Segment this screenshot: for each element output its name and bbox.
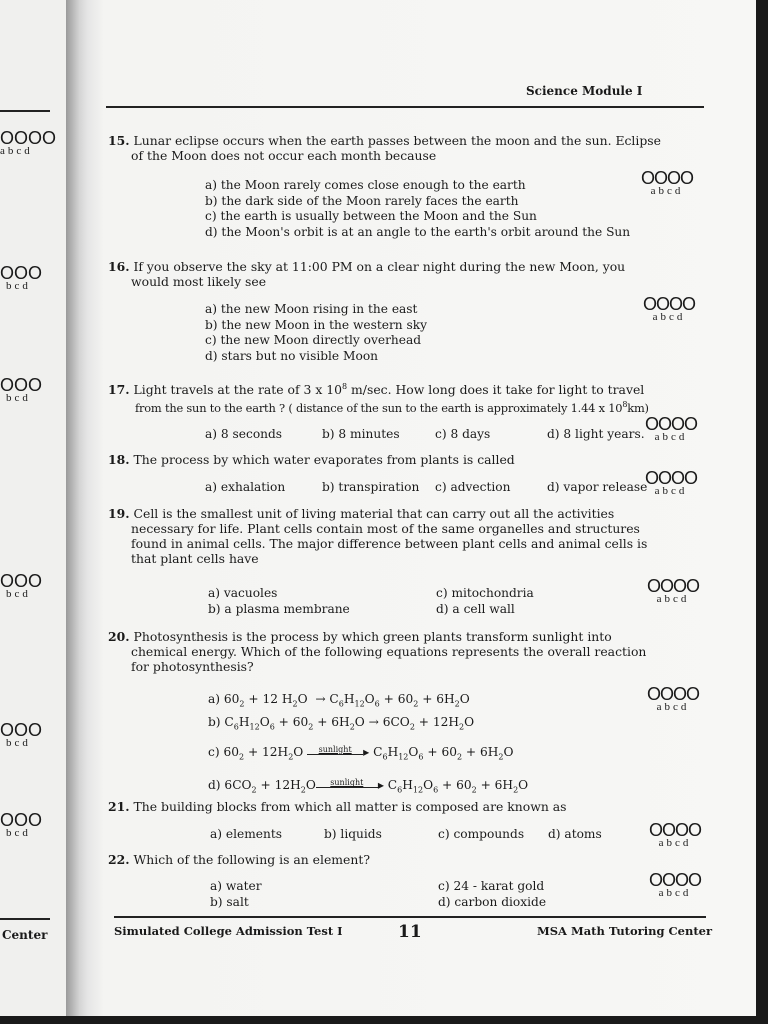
option-label: d) xyxy=(208,778,221,793)
side-bubble-1 xyxy=(0,130,56,157)
option-b[interactable]: b) the new Moon in the western sky xyxy=(205,317,428,332)
bubble-circles[interactable]: OOOO xyxy=(643,294,696,314)
question-number: 16. xyxy=(108,259,130,274)
side-bubble-letters: bcd xyxy=(6,280,31,292)
option-c[interactable]: c) mitochondria xyxy=(436,586,534,600)
bubble-letters: abcd xyxy=(656,593,690,605)
bubble-circles[interactable]: OOOO xyxy=(649,870,702,890)
bubble-circles[interactable]: OOOO xyxy=(641,168,694,188)
question-text: Photosynthesis is the process by which green plants transform sunlight into chemical energy. Which of the following equations represents the overall reaction for photosynthesis? xyxy=(131,629,647,674)
question-text: Lunar eclipse occurs when the earth passes between the moon and the sun. Eclipse of the Moon does not occur each month because xyxy=(131,133,661,163)
arrow-label: sunlight xyxy=(330,778,364,788)
side-footer: Center xyxy=(2,928,48,942)
option-b[interactable]: b) the dark side of the Moon rarely faces the earth xyxy=(205,193,519,208)
option-c[interactable]: c) the earth is usually between the Moon and the Sun xyxy=(205,209,537,223)
question-stem xyxy=(108,133,661,163)
question-number: 18. xyxy=(108,452,130,467)
option-label: b) xyxy=(208,715,221,730)
side-bubble-circles: OOOO xyxy=(0,128,57,148)
book-spine xyxy=(66,0,80,1024)
option-b[interactable]: b) 8 minutes xyxy=(322,427,400,441)
option-b[interactable]: b) $C_6H_{12}O_6 + 60_2 + 6H_2O \to 6CO_2 + 12H_2O$ xyxy=(208,715,475,732)
question-22 xyxy=(108,852,661,867)
question-text: The process by which water evaporates from plants is called xyxy=(133,452,515,467)
question-stem xyxy=(108,379,661,397)
side-rule-top xyxy=(0,110,50,112)
option-d[interactable]: d) 8 light years. xyxy=(547,427,645,441)
option-a[interactable]: a) 8 seconds xyxy=(205,427,283,441)
side-bubble-3 xyxy=(0,377,42,404)
question-21 xyxy=(108,799,661,814)
option-a[interactable]: a) exhalation xyxy=(205,480,286,494)
page-number: 11 xyxy=(398,922,422,942)
question-stem-line-2 xyxy=(108,397,661,416)
question-22-options xyxy=(210,879,610,911)
question-stem xyxy=(108,259,661,289)
side-bubble-circles: OOO xyxy=(0,263,43,283)
module-title: Science Module I xyxy=(526,84,643,98)
arrow-label: sunlight xyxy=(318,744,352,754)
exponent: 8 xyxy=(342,382,348,391)
bottom-edge xyxy=(0,1016,768,1024)
side-bubble-circles: OOO xyxy=(0,810,43,830)
option-a[interactable]: a) the Moon rarely comes close enough to the earth xyxy=(205,178,526,192)
side-bubble-circles: OOO xyxy=(0,571,43,591)
question-text: m/sec. How long does it take for light to travel xyxy=(347,382,645,398)
option-a[interactable]: a) elements xyxy=(210,827,282,841)
option-d[interactable]: d) atoms xyxy=(548,827,602,841)
question-stem xyxy=(108,629,651,674)
question-15-options xyxy=(205,178,630,240)
option-d[interactable]: d) the Moon's orbit is at an angle to the earth's orbit around the Sun xyxy=(205,224,631,239)
question-number: 15. xyxy=(108,133,130,148)
option-b[interactable]: b) transpiration xyxy=(322,480,420,494)
question-number: 22. xyxy=(108,852,130,867)
option-c[interactable]: c) 24 - karat gold xyxy=(438,879,545,893)
question-number: 20. xyxy=(108,629,130,644)
side-bubble-5 xyxy=(0,722,42,749)
bubble-circles[interactable]: OOOO xyxy=(645,468,698,488)
question-19-options xyxy=(208,586,608,618)
exponent: 8 xyxy=(622,400,628,410)
side-bubble-4 xyxy=(0,573,42,600)
bubble-circles[interactable]: OOOO xyxy=(649,820,702,840)
side-bubble-letters: bcd xyxy=(6,392,31,404)
side-bubble-circles: OOO xyxy=(0,375,43,395)
right-edge xyxy=(756,0,768,1024)
footer-rule xyxy=(114,916,706,918)
option-c[interactable]: c) the new Moon directly overhead xyxy=(205,333,422,347)
option-b[interactable]: b) liquids xyxy=(324,827,382,841)
option-a[interactable]: a) the new Moon rising in the east xyxy=(205,302,418,316)
option-c[interactable]: c) $60_2 + 12H_2O$ sunlight ▸ $C_6H_{12}O_6 + 60_2 + 6H_2O$ xyxy=(208,744,514,762)
answer-bubbles-21[interactable] xyxy=(649,822,701,849)
question-text: Which of the following is an element? xyxy=(133,852,370,867)
option-c[interactable]: c) 8 days xyxy=(435,427,491,441)
bubble-letters: abcd xyxy=(658,887,692,899)
question-20-options xyxy=(208,690,528,800)
option-d[interactable]: d) vapor release xyxy=(547,480,648,494)
question-stem xyxy=(108,452,661,467)
question-15 xyxy=(108,133,661,163)
header-rule xyxy=(106,106,704,108)
side-bubble-circles: OOO xyxy=(0,720,43,740)
option-c[interactable]: c) compounds xyxy=(438,827,525,841)
option-a[interactable]: a) water xyxy=(210,879,262,893)
question-18 xyxy=(108,452,661,467)
side-bubble-2 xyxy=(0,265,42,292)
option-label: a) xyxy=(208,692,221,706)
answer-bubbles-18[interactable] xyxy=(645,470,697,497)
option-b[interactable]: b) salt xyxy=(210,895,249,909)
answer-bubbles-15[interactable] xyxy=(641,170,693,197)
answer-bubbles-19[interactable] xyxy=(647,578,699,605)
question-number: 21. xyxy=(108,799,130,814)
question-text: The building blocks from which all matter is composed are known as xyxy=(133,799,567,814)
question-stem xyxy=(108,799,661,814)
question-16 xyxy=(108,259,661,289)
bubble-circles[interactable]: OOOO xyxy=(647,576,700,596)
bubble-letters: abcd xyxy=(654,485,688,497)
question-text: from the sun to the earth ? ( distance of the sun to the earth is approximately 1.44 x 10 xyxy=(135,400,623,415)
question-stem xyxy=(108,506,651,566)
answer-bubbles-16[interactable] xyxy=(643,296,695,323)
bubble-circles[interactable]: OOOO xyxy=(645,414,698,434)
footer-publisher: MSA Math Tutoring Center xyxy=(537,924,713,938)
question-16-options xyxy=(205,302,427,364)
side-bubble-letters: bcd xyxy=(6,588,31,600)
option-d[interactable]: d) a cell wall xyxy=(436,602,515,616)
question-text: km) xyxy=(627,400,649,415)
question-text: If you observe the sky at 11:00 PM on a clear night during the new Moon, you would most likely see xyxy=(131,259,626,289)
bubble-letters: abcd xyxy=(658,837,692,849)
option-d[interactable]: d) $6CO_2 + 12H_2O$ sunlight ▸ $C_6H_{12}O_6 + 60_2 + 6H_2O$ xyxy=(208,778,529,795)
answer-bubbles-20[interactable] xyxy=(647,686,699,713)
option-a[interactable]: a) $60_2 + 12$ $H_2O \to C_6H_{12}O_6 + 60_2 + 6H_2O$ xyxy=(208,692,470,709)
question-text: Light travels at the rate of 3 x 10 xyxy=(133,382,343,398)
question-20 xyxy=(108,629,651,674)
bubble-letters: abcd xyxy=(654,431,688,443)
bubble-letters: abcd xyxy=(656,701,690,713)
option-d[interactable]: d) carbon dioxide xyxy=(438,895,547,909)
footer-test-title: Simulated College Admission Test I xyxy=(114,924,343,938)
side-bubble-letters: abcd xyxy=(0,145,33,157)
answer-bubbles-17[interactable] xyxy=(645,416,697,443)
option-b[interactable]: b) a plasma membrane xyxy=(208,602,350,616)
bubble-letters: abcd xyxy=(652,311,686,323)
side-bubble-letters: bcd xyxy=(6,737,31,749)
option-label: c) xyxy=(208,744,220,759)
bubble-circles[interactable]: OOOO xyxy=(647,684,700,704)
question-text: Cell is the smallest unit of living material that can carry out all the activities necessary for life. Plant cells contain most of the same organelles and structures found in animal cells. The major difference between plant cells and animal cells is that plant cells have xyxy=(131,506,648,566)
bubble-letters: abcd xyxy=(650,185,684,197)
question-stem xyxy=(108,852,661,867)
question-19 xyxy=(108,506,651,566)
side-rule-bottom xyxy=(0,918,50,920)
question-number: 17. xyxy=(108,382,130,398)
option-a[interactable]: a) vacuoles xyxy=(208,586,278,600)
answer-bubbles-22[interactable] xyxy=(649,872,701,899)
option-d[interactable]: d) stars but no visible Moon xyxy=(205,348,379,363)
side-bubble-6 xyxy=(0,812,42,839)
option-c[interactable]: c) advection xyxy=(435,480,511,494)
question-17 xyxy=(108,379,661,416)
question-number: 19. xyxy=(108,506,130,521)
side-bubble-letters: bcd xyxy=(6,827,31,839)
